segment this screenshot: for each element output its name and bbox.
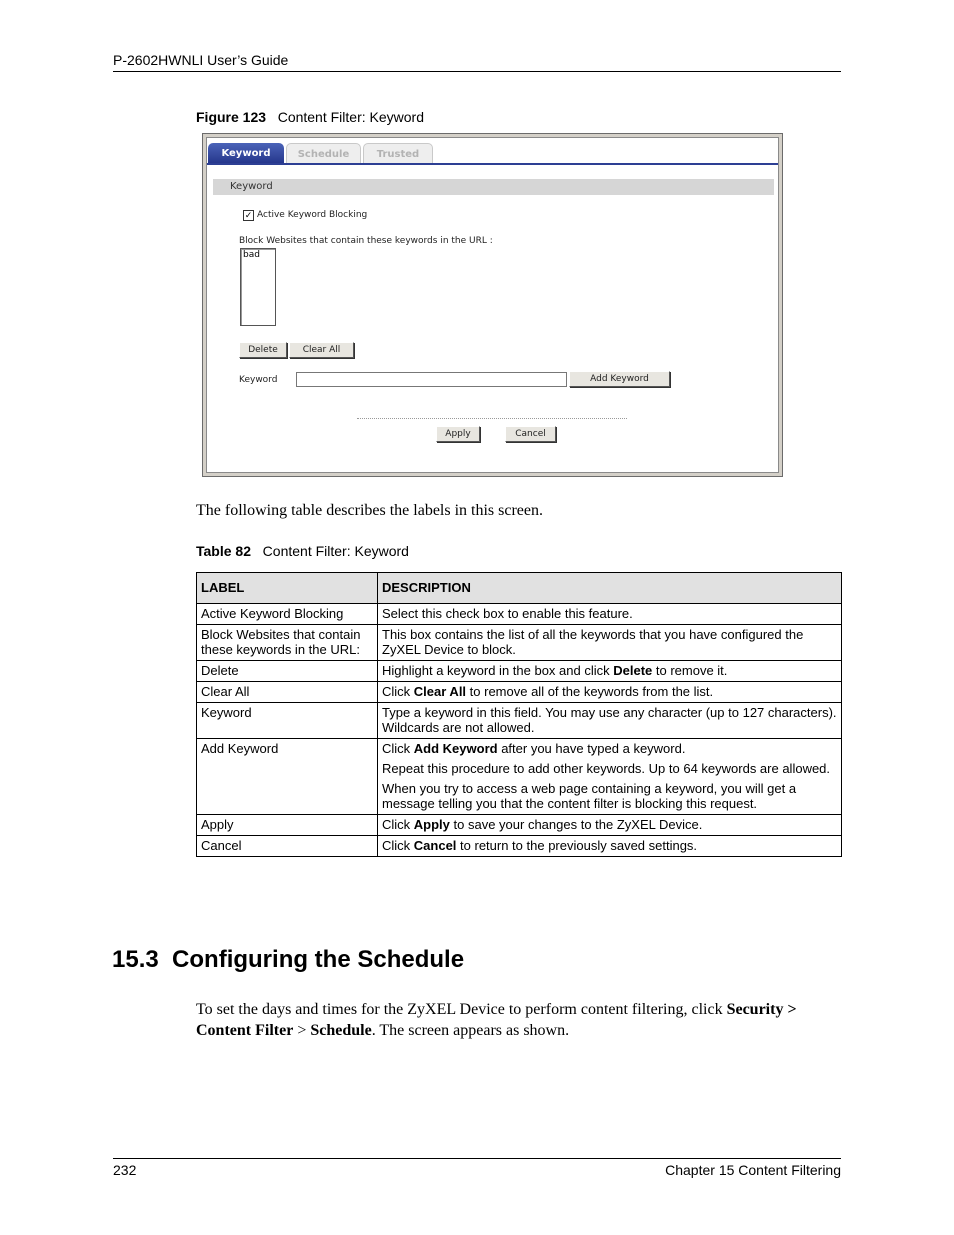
row-label: Add Keyword: [197, 739, 378, 815]
footer-rule: [113, 1158, 841, 1159]
keyword-list-item[interactable]: bad: [243, 250, 260, 260]
desc-bold-term: Apply: [413, 817, 450, 832]
figure-title: Content Filter: Keyword: [277, 109, 424, 125]
desc-text: to remove it.: [652, 663, 728, 678]
section-heading: 15.3 Configuring the Schedule: [112, 946, 465, 973]
table-number: Table 82: [196, 543, 251, 559]
desc-bold-term: Cancel: [413, 838, 457, 853]
row-label: Keyword: [197, 703, 378, 739]
table-header-row: [197, 573, 842, 604]
row-label: Delete: [197, 661, 378, 682]
table-caption: [196, 543, 409, 559]
screenshot-panel: [206, 137, 779, 473]
clear-all-button[interactable]: Clear All: [289, 342, 354, 358]
row-label: Cancel: [197, 836, 378, 857]
intro-text: The following table describes the labels in this screen.: [196, 502, 544, 519]
section-paragraph: [196, 999, 846, 1041]
table-row: [197, 661, 842, 682]
keyword-input[interactable]: [296, 372, 567, 387]
desc-paragraph: Repeat this procedure to add other keywords. Up to 64 keywords are allowed.: [382, 761, 831, 776]
row-label: Apply: [197, 815, 378, 836]
tab-trusted[interactable]: Trusted: [363, 143, 433, 164]
chapter-title: Chapter 15 Content Filtering: [665, 1162, 841, 1178]
cancel-button[interactable]: Cancel: [505, 426, 556, 442]
column-header-description: DESCRIPTION: [378, 573, 842, 604]
desc-text: Click: [382, 741, 414, 756]
desc-text: to save your changes to the ZyXEL Device.: [449, 817, 703, 832]
desc-bold-term: Add Keyword: [413, 741, 498, 756]
header-rule: [113, 71, 841, 72]
para-text: To set the days and times for the ZyXEL Device to perform content filtering, click: [196, 1001, 727, 1018]
delete-button[interactable]: Delete: [239, 342, 287, 358]
table-row: [197, 836, 842, 857]
page-number: 232: [113, 1162, 137, 1178]
desc-bold-term: Delete: [613, 663, 653, 678]
row-label: Active Keyword Blocking: [197, 604, 378, 625]
row-description: Select this check box to enable this feature.: [378, 604, 842, 625]
active-keyword-blocking-label: Active Keyword Blocking: [257, 210, 368, 220]
figure-number: Figure 123: [196, 109, 267, 125]
table-row: [197, 703, 842, 739]
para-text: . The screen appears as shown.: [371, 1022, 570, 1039]
add-keyword-button[interactable]: Add Keyword: [569, 371, 670, 387]
desc-text: Click: [382, 684, 414, 699]
desc-text: Click: [382, 838, 414, 853]
block-list-label: Block Websites that contain these keywords in the URL :: [239, 236, 493, 246]
desc-text: to remove all of the keywords from the list.: [466, 684, 714, 699]
figure-caption: [196, 109, 424, 125]
row-label: Clear All: [197, 682, 378, 703]
keyword-listbox[interactable]: [240, 248, 276, 326]
tab-underline: [207, 163, 778, 165]
tab-keyword[interactable]: Keyword: [208, 143, 284, 164]
apply-button[interactable]: Apply: [436, 426, 480, 442]
section-bar-keyword: Keyword: [213, 179, 774, 195]
row-description: [378, 836, 842, 857]
para-text: >: [293, 1022, 311, 1039]
table-row: [197, 815, 842, 836]
desc-text: Click: [382, 817, 414, 832]
dotted-divider: [357, 418, 627, 419]
menu-path-security: Security >: [726, 1001, 797, 1018]
desc-text: to return to the previously saved settings.: [456, 838, 698, 853]
row-description: [378, 682, 842, 703]
row-description: [378, 739, 842, 815]
table-row: [197, 604, 842, 625]
table-row: [197, 739, 842, 815]
check-mark-icon: ✓: [244, 210, 253, 220]
row-description: Type a keyword in this field. You may use any character (up to 127 characters). Wildcards are not allowed.: [378, 703, 842, 739]
label-description-table: [196, 572, 842, 857]
row-description: [378, 661, 842, 682]
row-description: [378, 815, 842, 836]
keyword-screenshot: [202, 133, 783, 477]
tab-schedule[interactable]: Schedule: [286, 143, 361, 164]
running-header: P-2602HWNLI User’s Guide: [113, 52, 289, 68]
desc-text: Highlight a keyword in the box and click: [382, 663, 614, 678]
desc-paragraph: When you try to access a web page containing a keyword, you will get a message telling you that the content filter is blocking this request.: [382, 781, 797, 811]
menu-path-content-filter: Content Filter: [196, 1022, 294, 1039]
row-description: This box contains the list of all the keywords that you have configured the ZyXEL Device to block.: [378, 625, 842, 661]
menu-path-schedule: Schedule: [310, 1022, 372, 1039]
desc-text: after you have typed a keyword.: [497, 741, 686, 756]
column-header-label: LABEL: [197, 573, 378, 604]
keyword-field-label: Keyword: [239, 375, 278, 385]
table-row: [197, 682, 842, 703]
desc-bold-term: Clear All: [413, 684, 467, 699]
table-row: [197, 625, 842, 661]
table-title: Content Filter: Keyword: [262, 543, 409, 559]
row-label: Block Websites that contain these keywords in the URL:: [197, 625, 378, 661]
active-keyword-blocking-checkbox[interactable]: [243, 210, 254, 221]
